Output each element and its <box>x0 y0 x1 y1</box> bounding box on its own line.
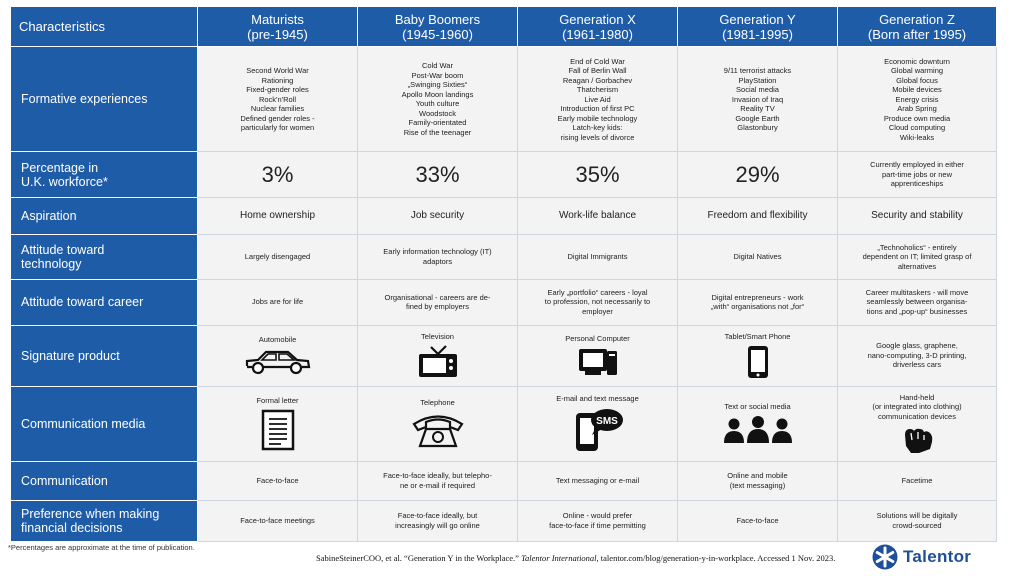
header-row <box>11 7 997 47</box>
text-line: apprenticeships <box>890 179 944 189</box>
cell-technology <box>838 235 997 279</box>
col-name: Generation X <box>559 11 636 27</box>
text-line: face-to-face if time permitting <box>549 520 646 530</box>
text-line: Digital Immigrants <box>567 252 628 262</box>
percentage-value: 29% <box>678 152 838 197</box>
text-line: Invasion of Iraq <box>731 94 784 104</box>
computer-icon <box>577 347 619 377</box>
col-years: (1981-1995) <box>722 26 793 42</box>
col-header-baby-boomers <box>358 7 518 47</box>
cell-aspiration: Job security <box>358 197 518 234</box>
media-genz-text <box>844 393 990 422</box>
text-line: Career multitaskers - will move <box>865 287 969 297</box>
cell-technology <box>678 235 838 279</box>
percentage-value: 35% <box>518 152 678 197</box>
text-line: Cloud computing <box>888 123 946 133</box>
cell-aspiration: Work-life balance <box>518 197 678 234</box>
text-line: fined by employers <box>406 302 469 312</box>
product-label: Tablet/Smart Phone <box>724 332 791 342</box>
cell-finance <box>838 500 997 541</box>
text-line: Online - would prefer <box>562 511 633 521</box>
text-line: 9/11 terrorist attacks <box>723 66 792 76</box>
text-line: Rise of the teenager <box>403 127 472 137</box>
percentage-value: 33% <box>358 152 518 197</box>
text-line: Face-to-face <box>736 516 779 526</box>
col-years: (pre-1945) <box>247 26 308 42</box>
col-name: Maturists <box>251 11 304 27</box>
cell-technology <box>198 235 358 279</box>
car-icon <box>244 348 312 376</box>
citation-text: SabineSteinerCOO, et al. “Generation Y in the Workplace.” <box>316 553 522 563</box>
cell-communication <box>358 462 518 500</box>
text-line: Reagan / Gorbachev <box>562 75 633 85</box>
cell-finance <box>518 500 678 541</box>
text-line: rising levels of divorce <box>560 132 635 142</box>
rowhead-product: Signature product <box>11 325 198 386</box>
rowhead-line: Attitude toward <box>21 242 105 257</box>
text-line: Jobs are for life <box>251 297 304 307</box>
text-line: dependent on IT; limited grasp of <box>862 252 972 262</box>
cell-formative <box>838 47 997 152</box>
cell-career <box>198 279 358 325</box>
text-line: End of Cold War <box>570 56 625 66</box>
cell-finance <box>358 500 518 541</box>
cell-career <box>518 279 678 325</box>
col-header-generation-x <box>518 7 678 47</box>
text-line: Arab Spring <box>897 104 937 114</box>
cell-percentage-genz <box>838 152 997 197</box>
cell-media <box>358 386 518 462</box>
text-line: Rationing <box>261 75 294 85</box>
cell-communication <box>838 462 997 500</box>
col-years: (1945-1960) <box>402 26 473 42</box>
text-line: (or integrated into clothing) <box>872 402 962 412</box>
cell-aspiration: Security and stability <box>838 197 997 234</box>
talentor-logo <box>872 544 971 570</box>
text-line: Early information technology (IT) <box>383 247 492 257</box>
text-line: (text messaging) <box>729 480 786 490</box>
text-line: Post-War boom <box>411 70 464 80</box>
text-line: alternatives <box>897 261 937 271</box>
product-label: Automobile <box>258 335 297 345</box>
rowhead-percentage <box>11 152 198 197</box>
cell-formative <box>358 47 518 152</box>
text-line: Organisational - careers are de- <box>384 292 491 302</box>
text-line: „Technoholics“ - entirely <box>877 242 957 252</box>
text-line: Wiki-leaks <box>899 132 935 142</box>
text-line: Currently employed in either <box>870 160 964 170</box>
citation <box>316 553 846 564</box>
row-career <box>11 279 997 325</box>
text-line: Text messaging or e-mail <box>555 476 640 486</box>
brand-name: Talentor <box>903 547 972 566</box>
text-line: Early mobile technology <box>557 113 638 123</box>
rowhead-technology <box>11 235 198 279</box>
rowhead-media: Communication media <box>11 386 198 462</box>
col-name: Generation Y <box>719 11 796 27</box>
text-line: Face-to-face meetings <box>240 516 315 526</box>
text-line: crowd-sourced <box>892 520 942 530</box>
media-label: Text or social media <box>724 402 791 412</box>
text-line: Introduction of first PC <box>560 104 635 114</box>
text-line: Google Earth <box>735 113 780 123</box>
text-line: Nuclear families <box>250 104 305 114</box>
text-line: „Swinging Sixties“ <box>407 80 468 90</box>
cell-career <box>838 279 997 325</box>
citation-source: Talentor International <box>521 553 597 563</box>
sms-phone-icon <box>572 407 624 453</box>
text-line: Hand-held <box>899 392 935 402</box>
text-line: ne or e-mail if required <box>399 480 476 490</box>
rowhead-formative: Formative experiences <box>11 47 198 152</box>
cell-product-genz <box>838 325 997 386</box>
text-line: seamlessly between organisa- <box>866 297 968 307</box>
text-line: Google glass, graphene, <box>876 341 958 351</box>
cell-media <box>198 386 358 462</box>
rowhead-aspiration: Aspiration <box>11 197 198 234</box>
text-line: Face-to-face <box>256 476 299 486</box>
talentor-star-icon <box>872 544 898 570</box>
text-line: Fixed-gender roles <box>246 85 309 95</box>
smartphone-icon <box>747 345 769 379</box>
rowhead-finance <box>11 500 198 541</box>
text-line: Digital Natives <box>733 252 782 262</box>
text-line: Largely disengaged <box>244 252 311 262</box>
text-line: Second World War <box>246 66 309 76</box>
cell-media <box>518 386 678 462</box>
cell-product <box>358 325 518 386</box>
text-line: increasingly will go online <box>395 520 480 530</box>
cell-media <box>678 386 838 462</box>
cell-formative <box>518 47 678 152</box>
corner-header: Characteristics <box>11 7 198 47</box>
row-communication <box>11 462 997 500</box>
text-line: Woodstock <box>419 108 456 118</box>
rowhead-communication: Communication <box>11 462 198 500</box>
text-line: Youth culture <box>415 99 460 109</box>
percentage-value: 3% <box>198 152 358 197</box>
cell-communication <box>518 462 678 500</box>
col-name: Generation Z <box>879 11 955 27</box>
cell-aspiration: Home ownership <box>198 197 358 234</box>
cell-communication <box>678 462 838 500</box>
text-line: Social media <box>736 85 779 95</box>
row-formative <box>11 47 997 152</box>
text-line: Face-to-face ideally, but telepho- <box>383 471 492 481</box>
row-aspiration <box>11 197 997 234</box>
text-line: part-time jobs or new <box>881 169 953 179</box>
text-line: Live Aid <box>584 94 611 104</box>
text-line: Apollo Moon landings <box>401 89 474 99</box>
col-header-generation-y <box>678 7 838 47</box>
product-label: Television <box>421 332 454 342</box>
col-years: (Born after 1995) <box>867 26 967 42</box>
television-icon <box>417 345 459 379</box>
text-line: „with“ organisations not „for“ <box>710 302 805 312</box>
text-line: Thatcherism <box>576 85 619 95</box>
text-line: Online and mobile <box>727 471 788 481</box>
text-line: Family-orientated <box>408 118 467 128</box>
row-finance <box>11 500 997 541</box>
text-line: Rock'n'Roll <box>258 94 297 104</box>
row-media <box>11 386 997 462</box>
media-label: E-mail and text message <box>556 394 639 404</box>
generations-table <box>10 6 997 542</box>
text-line: PlayStation <box>738 75 777 85</box>
text-line: Facetime <box>901 476 933 486</box>
sms-label: SMS <box>595 416 618 428</box>
cell-career <box>358 279 518 325</box>
cell-formative <box>198 47 358 152</box>
cell-technology <box>358 235 518 279</box>
text-line: Fall of Berlin Wall <box>568 66 627 76</box>
row-technology <box>11 235 997 279</box>
letter-icon <box>261 409 295 451</box>
text-line: Produce own media <box>883 113 951 123</box>
text-line: Solutions will be digitally <box>876 511 958 521</box>
text-line: employer <box>582 306 613 316</box>
row-product <box>11 325 997 386</box>
cell-aspiration: Freedom and flexibility <box>678 197 838 234</box>
cell-communication <box>198 462 358 500</box>
cell-career <box>678 279 838 325</box>
rowhead-line: financial decisions <box>21 520 123 535</box>
row-percentage <box>11 152 997 197</box>
text-line: Early „portfolio“ careers - loyal <box>547 287 648 297</box>
rowhead-line: U.K. workforce* <box>21 174 108 189</box>
media-label: Telephone <box>420 398 455 408</box>
people-icon <box>722 415 794 445</box>
text-line: Reality TV <box>740 104 775 114</box>
text-line: Mobile devices <box>892 85 942 95</box>
cell-product <box>518 325 678 386</box>
text-line: Digital entrepreneurs - work <box>711 292 804 302</box>
text-line: communication devices <box>878 411 956 421</box>
col-years: (1961-1980) <box>562 26 633 42</box>
text-line: Latch-key kids: <box>572 123 623 133</box>
cell-product <box>198 325 358 386</box>
cell-technology <box>518 235 678 279</box>
rowhead-line: technology <box>21 256 82 271</box>
text-line: Energy crisis <box>895 94 939 104</box>
media-label: Formal letter <box>256 396 299 406</box>
rowhead-career: Attitude toward career <box>11 279 198 325</box>
text-line: tions and „pop-up“ businesses <box>866 306 968 316</box>
telephone-icon <box>411 411 465 449</box>
col-header-maturists <box>198 7 358 47</box>
text-line: Cold War <box>422 61 453 71</box>
text-line: Global warming <box>890 66 944 76</box>
col-name: Baby Boomers <box>394 11 481 27</box>
text-line: Global focus <box>896 75 938 85</box>
rowhead-line: Preference when making <box>21 506 160 521</box>
text-line: adaptors <box>422 256 453 266</box>
cell-media-genz <box>838 386 997 462</box>
text-line: to profession, not necessarily to <box>544 297 651 307</box>
fist-icon <box>899 425 935 455</box>
col-header-generation-z <box>838 7 997 47</box>
text-line: particularly for women <box>240 123 315 133</box>
rowhead-line: Percentage in <box>21 160 99 175</box>
text-line: Economic downturn <box>884 56 950 66</box>
product-label: Personal Computer <box>565 334 630 344</box>
cell-product <box>678 325 838 386</box>
cell-formative <box>678 47 838 152</box>
cell-finance <box>198 500 358 541</box>
cell-finance <box>678 500 838 541</box>
text-line: nano-computing, 3-D printing, <box>867 350 967 360</box>
citation-text: , talentor.com/blog/generation-y-in-workplace. Accessed 1 Nov. 2023. <box>596 553 836 563</box>
text-line: Defined gender roles - <box>240 113 315 123</box>
text-line: driverless cars <box>892 360 942 370</box>
footnote: *Percentages are approximate at the time of publication. <box>8 543 195 552</box>
text-line: Face-to-face ideally, but <box>397 511 478 521</box>
text-line: Glastonbury <box>737 123 778 133</box>
